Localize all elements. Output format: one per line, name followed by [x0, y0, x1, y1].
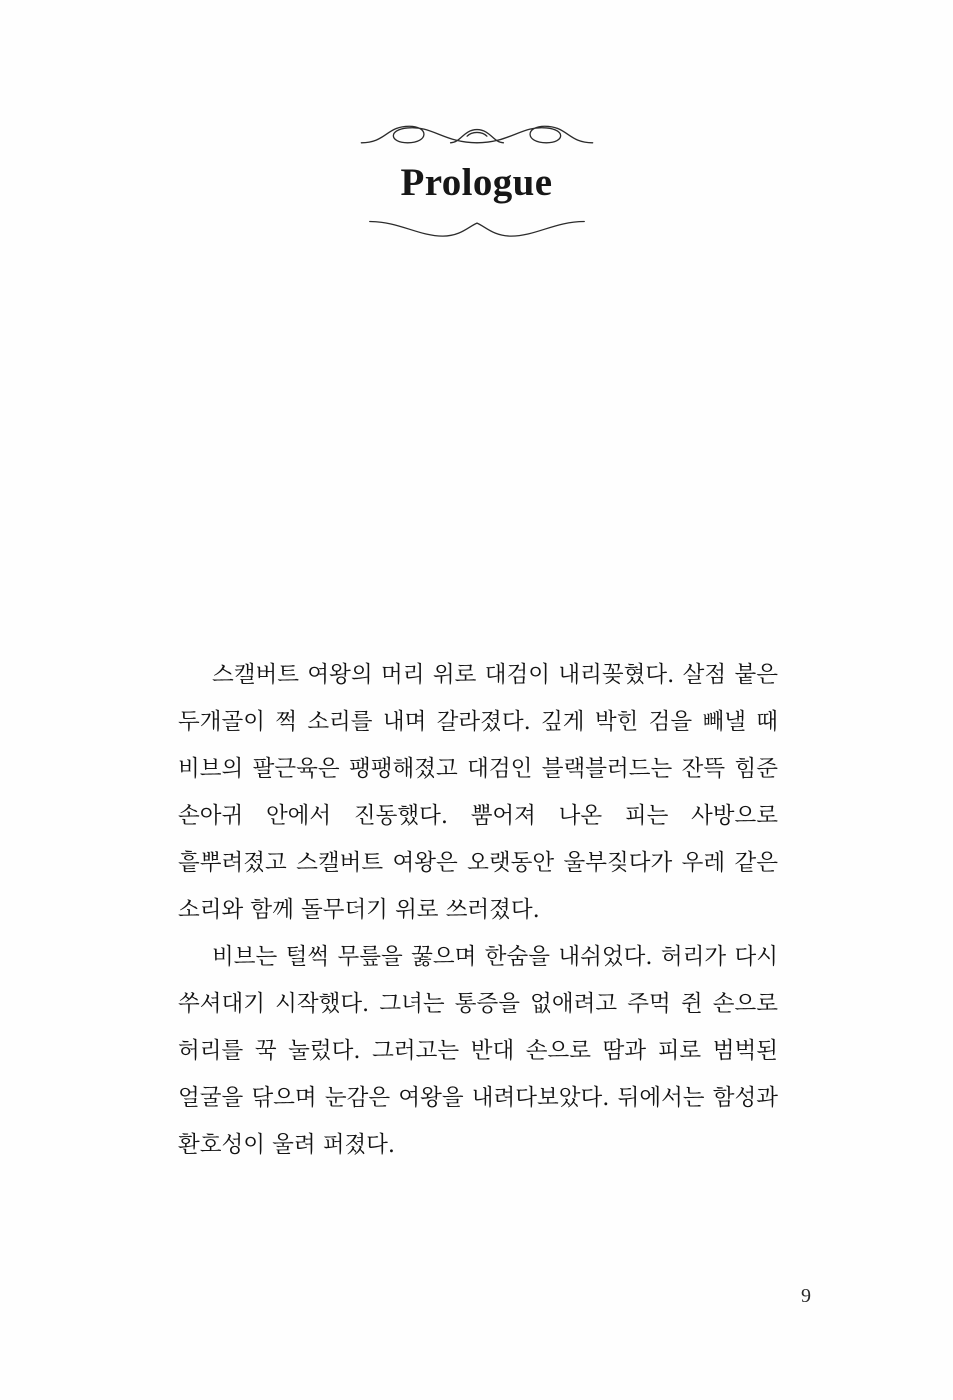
paragraph: 비브는 털썩 무릎을 꿇으며 한숨을 내쉬었다. 허리가 다시 쑤셔대기 시작했다. 그녀는 통증을 없애려고 주먹 쥔 손으로 허리를 꾹 눌렀다. 그러고는 반대 손으로 땀과 피로 범벅된 얼굴을 닦으며 눈감은 여왕을 내려다보았다. 뒤에서는 함성과 환호성이 울려 퍼졌다. [178, 944, 778, 1158]
chapter-title: Prologue [400, 161, 553, 204]
flourish-ornament-bottom-icon [327, 215, 627, 241]
chapter-header [0, 118, 953, 241]
body-text [178, 652, 778, 1169]
paragraph: 스캘버트 여왕의 머리 위로 대검이 내리꽂혔다. 살점 붙은 두개골이 쩍 소리를 내며 갈라졌다. 깊게 박힌 검을 빼낼 때 비브의 팔근육은 팽팽해졌고 대검인 블랙블러드는 잔뜩 힘준 손아귀 안에서 진동했다. 뿜어져 나온 피는 사방으로 흩뿌려졌고 스캘버트 여왕은 오랫동안 울부짖다가 우레 같은 소리와 함께 돌무더기 위로 쓰러졌다. [178, 662, 778, 923]
flourish-ornament-top-icon [327, 118, 627, 156]
page-number: 9 [801, 1285, 811, 1307]
